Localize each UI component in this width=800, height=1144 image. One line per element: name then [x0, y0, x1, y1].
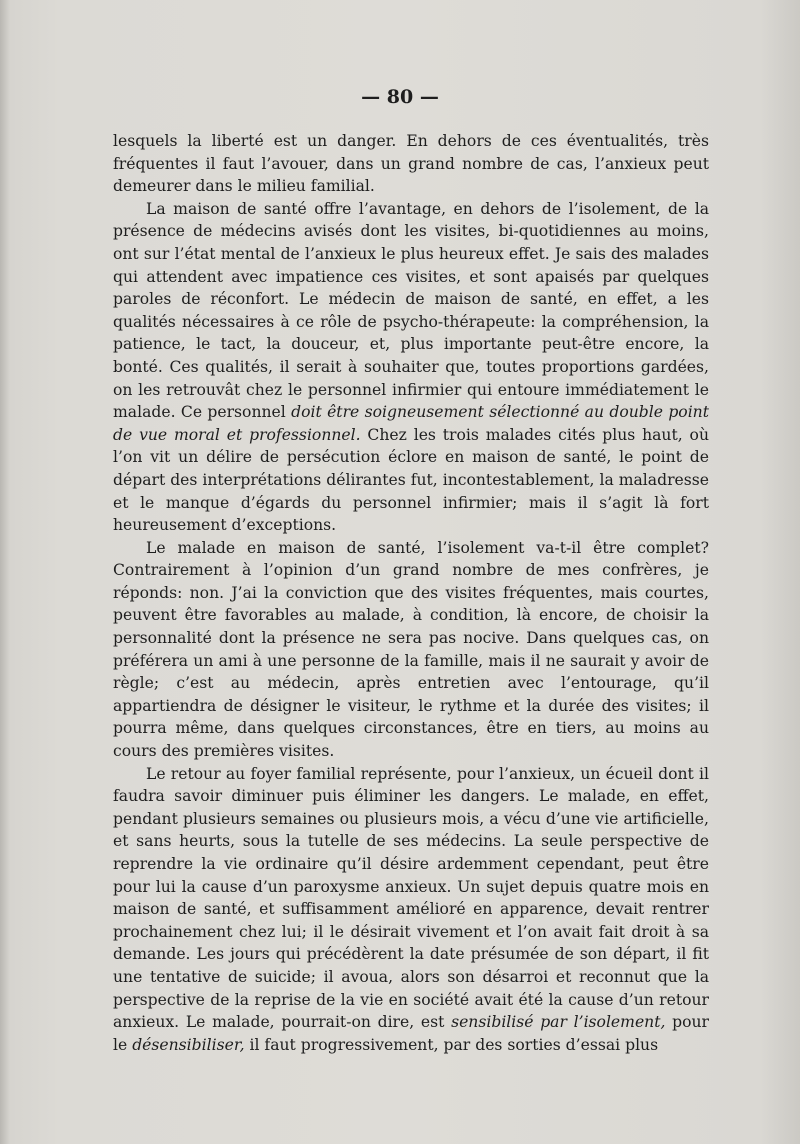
text-segment: Chez les trois malades cités plus haut, où l’on vit un délire de persécution éclore en maison de santé, le point de départ des interprétations délirantes fut, incontestablement, la maladresse et le manque d’égards du personnel infirmier; mais il s’agit là fort heureusement d’exceptions. — [113, 425, 709, 535]
body-text — [113, 130, 709, 1056]
paragraph-1 — [113, 130, 709, 198]
text-segment: il faut progressivement, par des sorties d’essai plus — [244, 1035, 659, 1054]
text-segment: Le retour au foyer familial représente, pour l’anxieux, un écueil dont il faudra savoir diminuer puis éliminer les dangers. Le malade, en effet, pendant plusieurs semaines ou plusieurs mois, a vécu d’une vie artificielle, et sans heurts, sous la tutelle de ses médecins. La seule perspective de reprendre la vie ordinaire qu’il désire ardemment cependant, peut être pour lui la cause d’un paroxysme anxieux. Un sujet depuis quatre mois en maison de santé, et suffisamment amélioré en apparence, devait rentrer prochainement chez lui; il le désirait vivement et l’on avait fait droit à sa demande. Les jours qui précédèrent la date présumée de son départ, il fit une tentative de suicide; il avoua, alors son désarroi et reconnut que la perspective de la reprise de la vie en société avait été la cause d’un retour anxieux. Le malade, pourrait-on dire, est — [113, 764, 709, 1032]
paragraph-4 — [113, 763, 709, 1057]
text-segment: Le malade en maison de santé, l’isolement va-t-il être complet? Contrairement à l’opinion d’un grand nombre de mes confrères, je réponds: non. J’ai la conviction que des visites fréquentes, mais courtes, peuvent être favorables au malade, à condition, là encore, de choisir la personnalité dont la présence ne sera pas nocive. Dans quelques cas, on préférera un ami à une personne de la famille, mais il ne saurait y avoir de règle; c’est au médecin, après entretien avec l’entourage, qu’il appartiendra de désigner le visiteur, le rythme et la durée des visites; il pourra même, dans quelques circonstances, être en tiers, au moins au cours des premières visites. — [113, 538, 709, 761]
italic-phrase: doit être soigneusement sélectionné au double point de vue moral et professionnel. — [113, 403, 709, 444]
italic-phrase: désensibiliser, — [132, 1035, 245, 1054]
italic-phrase: sensibilisé par l’isolement, — [451, 1013, 666, 1032]
text-segment: pour le — [113, 1013, 710, 1054]
text-segment: La maison de santé offre l’avantage, en dehors de l’isolement, de la présence de médecins avisés dont les visites, bi-quotidiennes au moins, ont sur l’état mental de l’anxieux le plus heureux effet. Je sais des malades qui attendent avec impatience ces visites, et sont apaisés par quelques paroles de réconfort. Le médecin de maison de santé, en effet, a les qualités nécessaires à ce rôle de psycho-thérapeute: la compréhension, la patience, le tact, la douceur, et, plus importante peut-être encore, la bonté. Ces qualités, il serait à souhaiter que, toutes proportions gardées, on les retrouvât chez le personnel infirmier qui entoure immédiatement le malade. Ce personnel — [113, 199, 709, 422]
page-number: — 80 — — [361, 86, 439, 108]
text-segment: lesquels la liberté est un danger. En dehors de ces éventualités, très fréquentes il faut l’avouer, dans un grand nombre de cas, l’anxieux peut demeurer dans le milieu familial. — [113, 132, 709, 196]
paragraph-2 — [113, 198, 709, 537]
paragraph-3 — [113, 537, 709, 763]
